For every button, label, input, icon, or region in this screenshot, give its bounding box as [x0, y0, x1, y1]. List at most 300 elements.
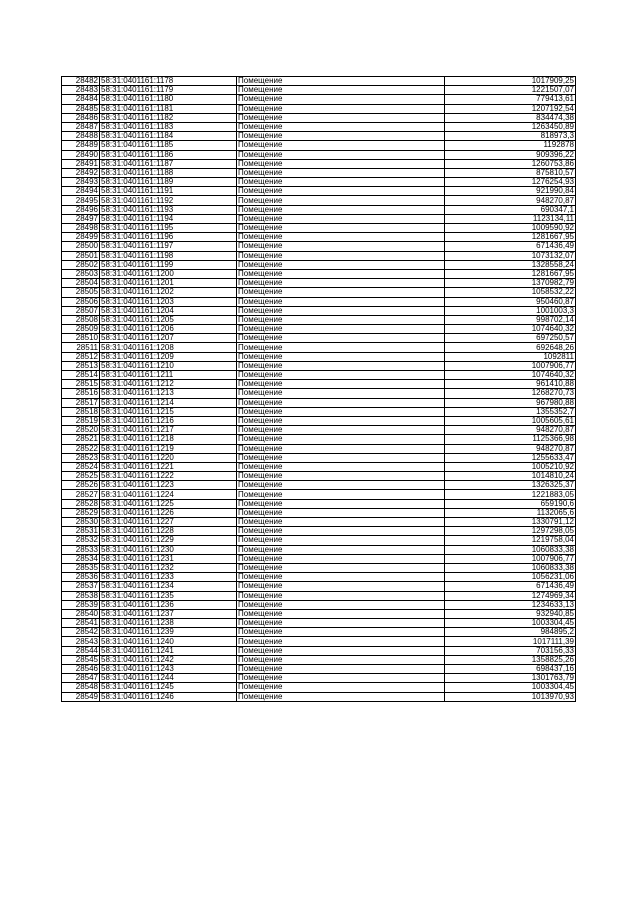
cadastral-value-cell: 1207192,54 [445, 104, 576, 113]
row-number-cell: 28495 [62, 196, 100, 205]
object-type-cell: Помещение [237, 352, 445, 361]
row-number-cell: 28542 [62, 628, 100, 637]
cadastral-value-cell: 698437,16 [445, 665, 576, 674]
row-number-cell: 28515 [62, 380, 100, 389]
row-number-cell: 28488 [62, 132, 100, 141]
cadastral-number-cell: 58:31:0401161:1188 [100, 168, 237, 177]
cadastral-number-cell: 58:31:0401161:1214 [100, 398, 237, 407]
table-row [62, 113, 576, 122]
cadastral-number-cell: 58:31:0401161:1238 [100, 619, 237, 628]
row-number-cell: 28540 [62, 609, 100, 618]
table-row [62, 619, 576, 628]
row-number-cell: 28492 [62, 168, 100, 177]
row-number-cell: 28522 [62, 444, 100, 453]
table-row [62, 122, 576, 131]
table-row [62, 591, 576, 600]
cadastral-value-cell: 875810,57 [445, 168, 576, 177]
cadastral-value-cell: 1221883,05 [445, 490, 576, 499]
cadastral-value-cell: 1056231,06 [445, 573, 576, 582]
cadastral-number-cell: 58:31:0401161:1232 [100, 563, 237, 572]
cadastral-value-cell: 1017909,25 [445, 77, 576, 86]
cadastral-value-cell: 1003304,45 [445, 683, 576, 692]
row-number-cell: 28519 [62, 416, 100, 425]
cadastral-value-cell: 1058532,22 [445, 288, 576, 297]
table-row [62, 187, 576, 196]
table-row [62, 242, 576, 251]
cadastral-number-cell: 58:31:0401161:1246 [100, 692, 237, 701]
cadastral-number-cell: 58:31:0401161:1217 [100, 426, 237, 435]
row-number-cell: 28487 [62, 122, 100, 131]
cadastral-number-cell: 58:31:0401161:1233 [100, 573, 237, 582]
cadastral-number-cell: 58:31:0401161:1223 [100, 481, 237, 490]
row-number-cell: 28483 [62, 86, 100, 95]
row-number-cell: 28486 [62, 113, 100, 122]
cadastral-value-cell: 1328558,24 [445, 260, 576, 269]
row-number-cell: 28543 [62, 637, 100, 646]
object-type-cell: Помещение [237, 416, 445, 425]
cadastral-number-cell: 58:31:0401161:1185 [100, 141, 237, 150]
cadastral-value-cell: 1074640,32 [445, 371, 576, 380]
row-number-cell: 28508 [62, 315, 100, 324]
cadastral-value-cell: 961410,88 [445, 380, 576, 389]
table-row [62, 665, 576, 674]
cadastral-value-cell: 1005210,92 [445, 462, 576, 471]
row-number-cell: 28511 [62, 343, 100, 352]
cadastral-number-cell: 58:31:0401161:1182 [100, 113, 237, 122]
cadastral-value-cell: 1326325,37 [445, 481, 576, 490]
cadastral-value-cell: 671436,49 [445, 582, 576, 591]
row-number-cell: 28531 [62, 527, 100, 536]
cadastral-number-cell: 58:31:0401161:1201 [100, 279, 237, 288]
cadastral-value-cell: 1255633,47 [445, 453, 576, 462]
table-row [62, 325, 576, 334]
row-number-cell: 28516 [62, 389, 100, 398]
cadastral-number-cell: 58:31:0401161:1225 [100, 499, 237, 508]
row-number-cell: 28518 [62, 407, 100, 416]
row-number-cell: 28497 [62, 214, 100, 223]
cadastral-value-cell: 998702,14 [445, 315, 576, 324]
object-type-cell: Помещение [237, 398, 445, 407]
object-type-cell: Помещение [237, 628, 445, 637]
cadastral-value-cell: 779413,61 [445, 95, 576, 104]
object-type-cell: Помещение [237, 674, 445, 683]
cadastral-number-cell: 58:31:0401161:1204 [100, 306, 237, 315]
table-row [62, 389, 576, 398]
cadastral-value-cell: 948270,87 [445, 444, 576, 453]
object-type-cell: Помещение [237, 242, 445, 251]
object-type-cell: Помещение [237, 407, 445, 416]
cadastral-number-cell: 58:31:0401161:1203 [100, 297, 237, 306]
cadastral-number-cell: 58:31:0401161:1235 [100, 591, 237, 600]
object-type-cell: Помещение [237, 536, 445, 545]
object-type-cell: Помещение [237, 380, 445, 389]
object-type-cell: Помещение [237, 132, 445, 141]
cadastral-value-cell: 1007906,77 [445, 361, 576, 370]
cadastral-number-cell: 58:31:0401161:1220 [100, 453, 237, 462]
table-row [62, 251, 576, 260]
row-number-cell: 28502 [62, 260, 100, 269]
cadastral-value-cell: 1003304,45 [445, 619, 576, 628]
object-type-cell: Помещение [237, 472, 445, 481]
object-type-cell: Помещение [237, 389, 445, 398]
cadastral-number-cell: 58:31:0401161:1186 [100, 150, 237, 159]
cadastral-value-cell: 1060833,38 [445, 563, 576, 572]
row-number-cell: 28535 [62, 563, 100, 572]
table-row [62, 297, 576, 306]
row-number-cell: 28534 [62, 554, 100, 563]
cadastral-number-cell: 58:31:0401161:1234 [100, 582, 237, 591]
object-type-cell: Помещение [237, 527, 445, 536]
cadastral-value-cell: 703156,33 [445, 646, 576, 655]
row-number-cell: 28485 [62, 104, 100, 113]
cadastral-number-cell: 58:31:0401161:1195 [100, 224, 237, 233]
cadastral-number-cell: 58:31:0401161:1192 [100, 196, 237, 205]
row-number-cell: 28517 [62, 398, 100, 407]
table-row [62, 518, 576, 527]
table-row [62, 462, 576, 471]
cadastral-number-cell: 58:31:0401161:1187 [100, 159, 237, 168]
cadastral-number-cell: 58:31:0401161:1224 [100, 490, 237, 499]
table-row [62, 95, 576, 104]
cadastral-number-cell: 58:31:0401161:1229 [100, 536, 237, 545]
cadastral-value-cell: 948270,87 [445, 426, 576, 435]
object-type-cell: Помещение [237, 435, 445, 444]
cadastral-number-cell: 58:31:0401161:1178 [100, 77, 237, 86]
cadastral-number-cell: 58:31:0401161:1236 [100, 600, 237, 609]
object-type-cell: Помещение [237, 260, 445, 269]
cadastral-value-cell: 950460,87 [445, 297, 576, 306]
table-row [62, 233, 576, 242]
table-row [62, 178, 576, 187]
cadastral-number-cell: 58:31:0401161:1194 [100, 214, 237, 223]
object-type-cell: Помещение [237, 141, 445, 150]
cadastral-number-cell: 58:31:0401161:1198 [100, 251, 237, 260]
cadastral-value-cell: 1014810,24 [445, 472, 576, 481]
table-row [62, 444, 576, 453]
object-type-cell: Помещение [237, 582, 445, 591]
table-row [62, 279, 576, 288]
cadastral-value-cell: 1281667,95 [445, 269, 576, 278]
row-number-cell: 28530 [62, 518, 100, 527]
object-type-cell: Помещение [237, 122, 445, 131]
cadastral-value-cell: 1263450,89 [445, 122, 576, 131]
cadastral-number-cell: 58:31:0401161:1227 [100, 518, 237, 527]
row-number-cell: 28512 [62, 352, 100, 361]
row-number-cell: 28484 [62, 95, 100, 104]
cadastral-value-cell: 921990,84 [445, 187, 576, 196]
row-number-cell: 28539 [62, 600, 100, 609]
cadastral-number-cell: 58:31:0401161:1207 [100, 334, 237, 343]
object-type-cell: Помещение [237, 325, 445, 334]
object-type-cell: Помещение [237, 269, 445, 278]
table-row [62, 315, 576, 324]
row-number-cell: 28524 [62, 462, 100, 471]
table-row [62, 214, 576, 223]
cadastral-number-cell: 58:31:0401161:1212 [100, 380, 237, 389]
object-type-cell: Помещение [237, 251, 445, 260]
table-row [62, 224, 576, 233]
row-number-cell: 28529 [62, 508, 100, 517]
table-row [62, 628, 576, 637]
cadastral-number-cell: 58:31:0401161:1215 [100, 407, 237, 416]
object-type-cell: Помещение [237, 563, 445, 572]
cadastral-number-cell: 58:31:0401161:1211 [100, 371, 237, 380]
cadastral-number-cell: 58:31:0401161:1180 [100, 95, 237, 104]
object-type-cell: Помещение [237, 288, 445, 297]
table-row [62, 168, 576, 177]
cadastral-value-cell: 1123134,11 [445, 214, 576, 223]
cadastral-value-cell: 1274969,34 [445, 591, 576, 600]
object-type-cell: Помещение [237, 371, 445, 380]
object-type-cell: Помещение [237, 159, 445, 168]
table-row [62, 692, 576, 701]
cadastral-number-cell: 58:31:0401161:1228 [100, 527, 237, 536]
object-type-cell: Помещение [237, 591, 445, 600]
cadastral-value-cell: 1276254,93 [445, 178, 576, 187]
cadastral-number-cell: 58:31:0401161:1226 [100, 508, 237, 517]
table-row [62, 536, 576, 545]
table-row [62, 150, 576, 159]
table-row [62, 269, 576, 278]
cadastral-value-cell: 1219758,04 [445, 536, 576, 545]
object-type-cell: Помещение [237, 518, 445, 527]
cadastral-value-cell: 834474,38 [445, 113, 576, 122]
cadastral-number-cell: 58:31:0401161:1213 [100, 389, 237, 398]
cadastral-value-cell: 1001003,3 [445, 306, 576, 315]
table-row [62, 288, 576, 297]
cadastral-number-cell: 58:31:0401161:1206 [100, 325, 237, 334]
table-row [62, 545, 576, 554]
row-number-cell: 28506 [62, 297, 100, 306]
row-number-cell: 28538 [62, 591, 100, 600]
table-row [62, 343, 576, 352]
object-type-cell: Помещение [237, 86, 445, 95]
cadastral-value-cell: 1281667,95 [445, 233, 576, 242]
cadastral-value-cell: 967980,88 [445, 398, 576, 407]
cadastral-number-cell: 58:31:0401161:1197 [100, 242, 237, 251]
cadastral-number-cell: 58:31:0401161:1181 [100, 104, 237, 113]
table-row [62, 674, 576, 683]
cadastral-number-cell: 58:31:0401161:1183 [100, 122, 237, 131]
cadastral-number-cell: 58:31:0401161:1241 [100, 646, 237, 655]
object-type-cell: Помещение [237, 205, 445, 214]
row-number-cell: 28523 [62, 453, 100, 462]
object-type-cell: Помещение [237, 619, 445, 628]
object-type-cell: Помещение [237, 545, 445, 554]
cadastral-value-cell: 1074640,32 [445, 325, 576, 334]
cadastral-value-cell: 1009590,92 [445, 224, 576, 233]
table-row [62, 499, 576, 508]
object-type-cell: Помещение [237, 692, 445, 701]
table-row [62, 527, 576, 536]
cadastral-value-cell: 1092811 [445, 352, 576, 361]
object-type-cell: Помещение [237, 600, 445, 609]
cadastral-value-cell: 1358825,26 [445, 655, 576, 664]
table-row [62, 683, 576, 692]
cadastral-value-cell: 1268270,73 [445, 389, 576, 398]
row-number-cell: 28498 [62, 224, 100, 233]
cadastral-number-cell: 58:31:0401161:1243 [100, 665, 237, 674]
cadastral-number-cell: 58:31:0401161:1200 [100, 269, 237, 278]
table-row [62, 481, 576, 490]
row-number-cell: 28526 [62, 481, 100, 490]
cadastral-value-cell: 659190,6 [445, 499, 576, 508]
cadastral-value-cell: 1013970,93 [445, 692, 576, 701]
cadastral-value-cell: 1125366,98 [445, 435, 576, 444]
object-type-cell: Помещение [237, 343, 445, 352]
row-number-cell: 28544 [62, 646, 100, 655]
table-row [62, 554, 576, 563]
cadastral-value-cell: 1132065,6 [445, 508, 576, 517]
table-row [62, 407, 576, 416]
cadastral-value-cell: 1297298,05 [445, 527, 576, 536]
table-row [62, 582, 576, 591]
object-type-cell: Помещение [237, 462, 445, 471]
row-number-cell: 28504 [62, 279, 100, 288]
cadastral-number-cell: 58:31:0401161:1221 [100, 462, 237, 471]
object-type-cell: Помещение [237, 683, 445, 692]
row-number-cell: 28527 [62, 490, 100, 499]
object-type-cell: Помещение [237, 637, 445, 646]
object-type-cell: Помещение [237, 150, 445, 159]
object-type-cell: Помещение [237, 609, 445, 618]
row-number-cell: 28503 [62, 269, 100, 278]
object-type-cell: Помещение [237, 481, 445, 490]
object-type-cell: Помещение [237, 453, 445, 462]
object-type-cell: Помещение [237, 113, 445, 122]
table-body [62, 77, 576, 702]
table-row [62, 132, 576, 141]
object-type-cell: Помещение [237, 297, 445, 306]
row-number-cell: 28549 [62, 692, 100, 701]
cadastral-value-cell: 1073132,07 [445, 251, 576, 260]
cadastral-value-cell: 692648,26 [445, 343, 576, 352]
cadastral-number-cell: 58:31:0401161:1193 [100, 205, 237, 214]
cadastral-number-cell: 58:31:0401161:1205 [100, 315, 237, 324]
row-number-cell: 28491 [62, 159, 100, 168]
table-row [62, 371, 576, 380]
row-number-cell: 28547 [62, 674, 100, 683]
cadastral-number-cell: 58:31:0401161:1218 [100, 435, 237, 444]
cadastral-value-cell: 1355352,7 [445, 407, 576, 416]
object-type-cell: Помещение [237, 490, 445, 499]
object-type-cell: Помещение [237, 77, 445, 86]
object-type-cell: Помещение [237, 187, 445, 196]
row-number-cell: 28545 [62, 655, 100, 664]
object-type-cell: Помещение [237, 95, 445, 104]
row-number-cell: 28500 [62, 242, 100, 251]
row-number-cell: 28490 [62, 150, 100, 159]
table-row [62, 416, 576, 425]
row-number-cell: 28509 [62, 325, 100, 334]
cadastral-number-cell: 58:31:0401161:1230 [100, 545, 237, 554]
cadastral-number-cell: 58:31:0401161:1237 [100, 609, 237, 618]
cadastral-number-cell: 58:31:0401161:1216 [100, 416, 237, 425]
object-type-cell: Помещение [237, 279, 445, 288]
table-row [62, 472, 576, 481]
table-row [62, 646, 576, 655]
object-type-cell: Помещение [237, 554, 445, 563]
row-number-cell: 28513 [62, 361, 100, 370]
cadastral-value-cell: 1260753,86 [445, 159, 576, 168]
cadastral-value-cell: 671436,49 [445, 242, 576, 251]
cadastral-number-cell: 58:31:0401161:1202 [100, 288, 237, 297]
cadastral-number-cell: 58:31:0401161:1231 [100, 554, 237, 563]
cadastral-number-cell: 58:31:0401161:1222 [100, 472, 237, 481]
object-type-cell: Помещение [237, 499, 445, 508]
object-type-cell: Помещение [237, 361, 445, 370]
cadastral-number-cell: 58:31:0401161:1240 [100, 637, 237, 646]
table-row [62, 306, 576, 315]
object-type-cell: Помещение [237, 233, 445, 242]
cadastral-value-cell: 1060833,38 [445, 545, 576, 554]
cadastral-value-cell: 1005605,61 [445, 416, 576, 425]
cadastral-value-cell: 1330791,12 [445, 518, 576, 527]
cadastral-value-cell: 932940,85 [445, 609, 576, 618]
cadastral-value-cell: 1301763,79 [445, 674, 576, 683]
table-row [62, 490, 576, 499]
object-type-cell: Помещение [237, 334, 445, 343]
row-number-cell: 28493 [62, 178, 100, 187]
row-number-cell: 28510 [62, 334, 100, 343]
table-row [62, 361, 576, 370]
object-type-cell: Помещение [237, 178, 445, 187]
row-number-cell: 28533 [62, 545, 100, 554]
table-row [62, 260, 576, 269]
object-type-cell: Помещение [237, 214, 445, 223]
object-type-cell: Помещение [237, 508, 445, 517]
table-row [62, 655, 576, 664]
table-row [62, 196, 576, 205]
table-row [62, 563, 576, 572]
cadastral-value-cell: 1234633,13 [445, 600, 576, 609]
cadastral-value-cell: 690347,1 [445, 205, 576, 214]
object-type-cell: Помещение [237, 315, 445, 324]
cadastral-value-cell: 1221507,07 [445, 86, 576, 95]
object-type-cell: Помещение [237, 646, 445, 655]
object-type-cell: Помещение [237, 665, 445, 674]
table-row [62, 398, 576, 407]
cadastral-number-cell: 58:31:0401161:1239 [100, 628, 237, 637]
cadastral-number-cell: 58:31:0401161:1189 [100, 178, 237, 187]
cadastral-number-cell: 58:31:0401161:1244 [100, 674, 237, 683]
row-number-cell: 28499 [62, 233, 100, 242]
cadastral-value-cell: 1192878 [445, 141, 576, 150]
row-number-cell: 28514 [62, 371, 100, 380]
object-type-cell: Помещение [237, 168, 445, 177]
cadastral-number-cell: 58:31:0401161:1184 [100, 132, 237, 141]
table-row [62, 159, 576, 168]
cadastral-number-cell: 58:31:0401161:1199 [100, 260, 237, 269]
object-type-cell: Помещение [237, 573, 445, 582]
table-row [62, 104, 576, 113]
row-number-cell: 28520 [62, 426, 100, 435]
cadastral-value-cell: 909396,22 [445, 150, 576, 159]
cadastral-value-cell: 1370982,79 [445, 279, 576, 288]
table-row [62, 352, 576, 361]
cadastral-value-cell: 1007906,77 [445, 554, 576, 563]
cadastral-number-cell: 58:31:0401161:1242 [100, 655, 237, 664]
row-number-cell: 28525 [62, 472, 100, 481]
object-type-cell: Помещение [237, 655, 445, 664]
cadastral-number-cell: 58:31:0401161:1179 [100, 86, 237, 95]
object-type-cell: Помещение [237, 104, 445, 113]
cadastral-number-cell: 58:31:0401161:1219 [100, 444, 237, 453]
row-number-cell: 28482 [62, 77, 100, 86]
cadastral-number-cell: 58:31:0401161:1208 [100, 343, 237, 352]
table-row [62, 77, 576, 86]
data-table [61, 76, 576, 702]
